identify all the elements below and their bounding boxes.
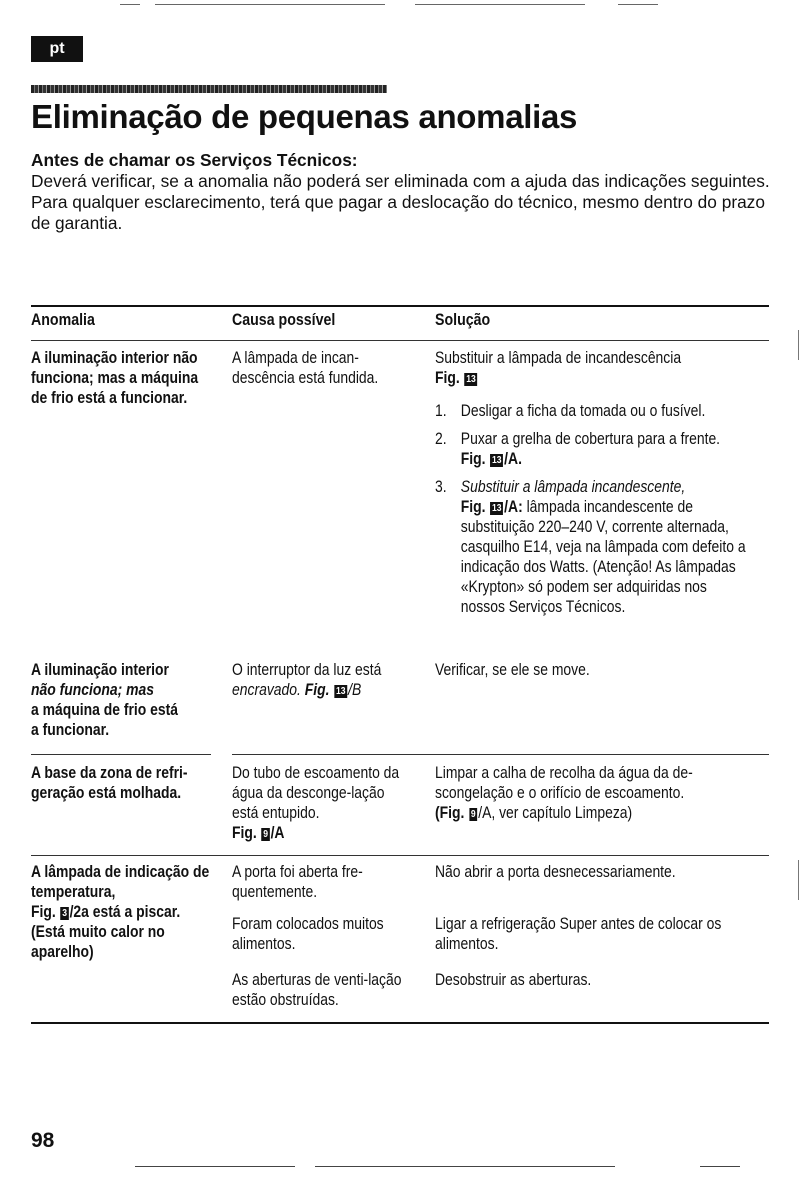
solution-intro: Substituir a lâmpada de incandescência [435, 349, 682, 367]
page-title: Eliminação de pequenas anomalias [31, 98, 578, 135]
header-rule [31, 340, 769, 341]
scan-edge-line [155, 4, 385, 5]
table-row-3-solution [435, 763, 762, 823]
column-header-cause: Causa possível [232, 311, 336, 329]
fig-suffix: /A. [504, 450, 522, 468]
scan-edge-line [700, 1166, 740, 1167]
fig-prefix: Fig. [31, 903, 56, 921]
fig-suffix: /A, ver capítulo Limpeza) [478, 804, 633, 822]
fig-prefix: Fig. [435, 369, 460, 387]
scan-edge-mark [798, 330, 799, 360]
step-item [435, 477, 753, 617]
scan-edge-line [415, 4, 585, 5]
table-row-1-cause: A lâmpada de incan-descência está fundida. [232, 349, 379, 387]
fig-prefix: (Fig. [435, 804, 465, 822]
step-text-italic: Substituir a lâmpada incandescente, [460, 478, 686, 496]
fig-suffix: /B [348, 681, 362, 699]
step-text: Puxar a grelha de cobertura para a frente. [460, 430, 721, 448]
figure-badge: 13 [466, 374, 476, 385]
solution-text: Limpar a calha de recolha da água da de-scongelação e o orifício de escoamento. [435, 764, 693, 802]
anomaly-line: (Está muito calor no aparelho) [31, 923, 165, 961]
step-text: Desligar a ficha da tomada ou o fusível. [460, 402, 706, 420]
step-number: 2. [435, 430, 447, 448]
language-badge: pt [31, 36, 83, 62]
table-bottom-rule [31, 1022, 769, 1024]
row-rule [232, 754, 769, 755]
intro-section [31, 150, 776, 234]
table-row-3-cause [232, 763, 404, 843]
table-row-4-cause-3: As aberturas de venti-lação estão obstruídas. [232, 971, 402, 1009]
page-number: 98 [31, 1129, 55, 1152]
fig-prefix: Fig. [460, 450, 486, 468]
anomaly-line: A lâmpada de indicação de temperatura, [31, 863, 210, 901]
intro-heading: Antes de chamar os Serviços Técnicos: [31, 150, 358, 170]
scan-edge-line [135, 1166, 295, 1167]
fig-suffix: /A: [504, 498, 523, 516]
table-row-4-cause-1: A porta foi aberta fre-quentemente. [232, 863, 363, 901]
step-number: 3. [435, 478, 447, 496]
row-rule [31, 754, 211, 755]
table-row-2-cause [232, 660, 404, 700]
intro-paragraph: Para qualquer esclarecimento, terá que pagar a deslocação do técnico, mesmo dentro do prazo de garantia. [31, 192, 765, 233]
anomaly-line: A iluminação interior [31, 661, 169, 679]
scan-edge-mark [798, 860, 799, 900]
heading-decoration-bar [31, 85, 387, 93]
step-item [435, 429, 753, 469]
fig-prefix: Fig. [232, 824, 257, 842]
table-row-3-anomaly: A base da zona de refri-geração está molhada. [31, 764, 188, 802]
row-rule [31, 855, 769, 856]
scan-edge-line [315, 1166, 615, 1167]
table-row-4-solution-2: Ligar a refrigeração Super antes de colocar os alimentos. [435, 915, 722, 953]
step-number: 1. [435, 402, 447, 420]
fig-prefix: Fig. [460, 498, 486, 516]
table-row-4-anomaly [31, 862, 216, 962]
table-row-1-solution [435, 348, 762, 388]
fig-suffix: /A [270, 824, 285, 842]
table-row-4-cause-2: Foram colocados muitos alimentos. [232, 915, 384, 953]
cause-text: O interruptor da luz está [232, 661, 382, 679]
scan-edge-line [618, 4, 658, 5]
figure-badge: 13 [492, 455, 502, 466]
figure-badge: 9 [263, 829, 268, 840]
intro-paragraph: Deverá verificar, se a anomalia não poderá ser eliminada com a ajuda das indicações seguintes. [31, 171, 770, 191]
figure-badge: 9 [470, 809, 476, 820]
cause-text: Do tubo de escoamento da água da desconge-lação está entupido. [232, 764, 400, 822]
figure-reference [435, 368, 762, 388]
scan-edge-line [120, 4, 140, 5]
table-row-2-anomaly [31, 660, 216, 740]
fig-suffix: /2a está a piscar. [69, 903, 181, 921]
figure-badge: 13 [492, 503, 502, 514]
column-header-solution: Solução [435, 311, 491, 329]
step-text: lâmpada incandescente de substituição 220–240 V, corrente alternada, casquilho E14, veja na lâmpada com defeito a indicação dos Watts. (Atenção! As lâmpadas «Krypton» só podem ser adquiridas nos nossos Serviços Técnicos. [460, 498, 746, 616]
table-row-2-solution: Verificar, se ele se move. [435, 661, 590, 679]
column-header-anomaly: Anomalia [31, 311, 95, 329]
table-row-1-anomaly: A iluminação interior não funciona; mas a máquina de frio está a funcionar. [31, 349, 199, 407]
step-item [435, 401, 753, 421]
figure-badge: 13 [335, 686, 346, 697]
anomaly-line: a máquina de frio está [31, 701, 178, 719]
table-row-4-solution-1: Não abrir a porta desnecessariamente. [435, 863, 676, 881]
table-row-4-solution-3: Desobstruir as aberturas. [435, 971, 592, 989]
cause-italic: encravado. [232, 681, 301, 699]
solution-steps-list [435, 401, 753, 625]
anomaly-line: a funcionar. [31, 721, 110, 739]
anomaly-line: não funciona; mas [31, 681, 154, 699]
table-top-rule [31, 305, 769, 307]
figure-badge: 3 [62, 908, 67, 919]
fig-prefix: Fig. [304, 681, 330, 699]
